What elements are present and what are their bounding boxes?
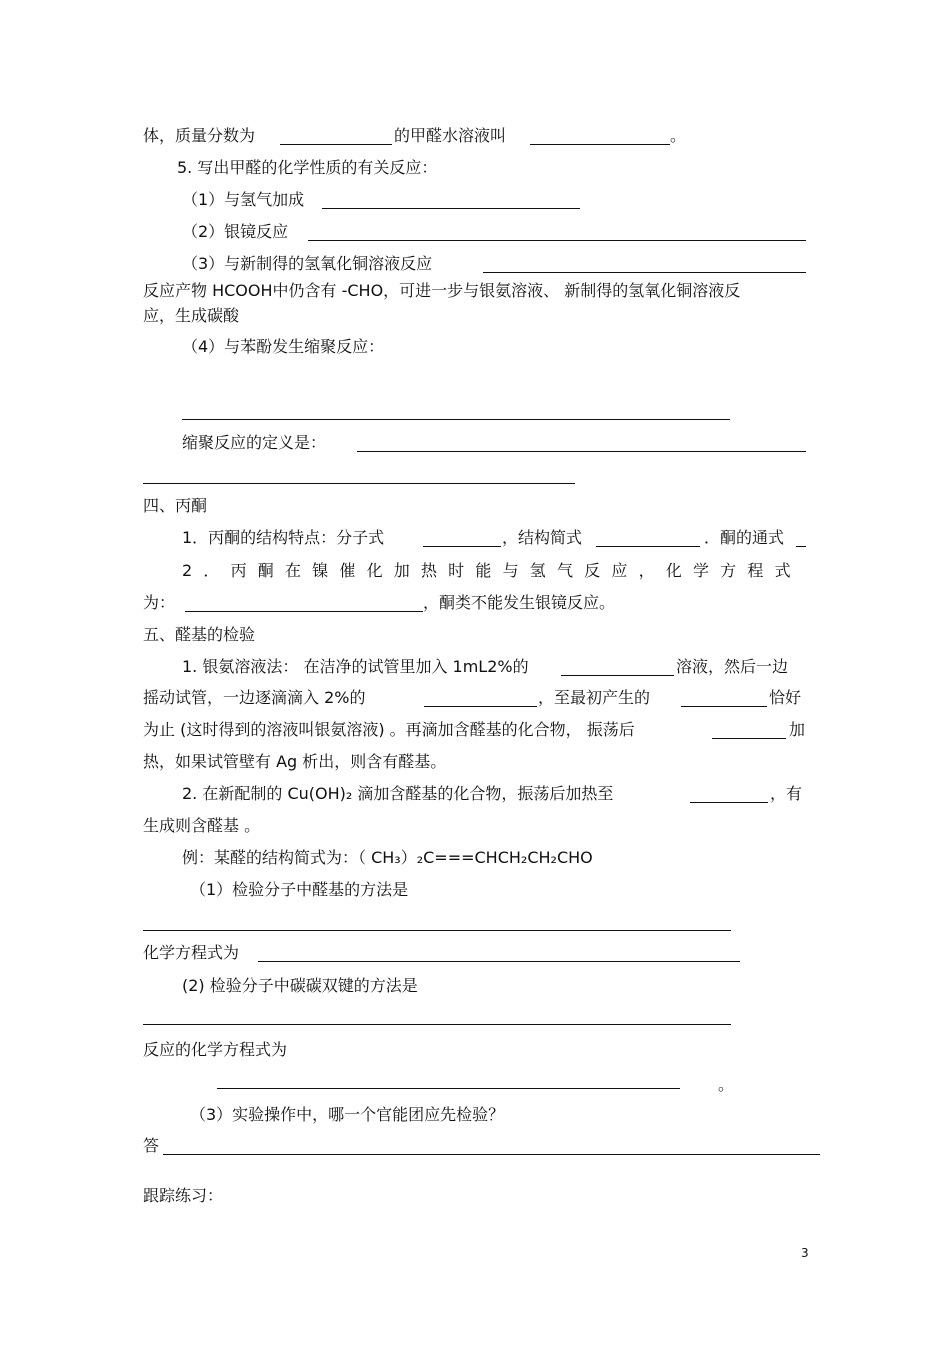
text-line: 2．丙酮在镍催化加热时能与氢气反应，化学方程式 — [182, 561, 802, 580]
text-line: （4）与苯酚发生缩聚反应： — [182, 337, 385, 356]
section-heading: 四、丙酮 — [143, 496, 208, 515]
blank-line[interactable] — [357, 451, 806, 452]
blank-line[interactable] — [185, 611, 423, 612]
text-line: 化学方程式为 — [143, 943, 240, 962]
text-line: ，结构简式 — [502, 528, 583, 547]
blank-line[interactable] — [690, 802, 768, 803]
text-line: 缩聚反应的定义是： — [182, 433, 327, 452]
blank-line[interactable] — [796, 546, 806, 547]
text-line: 恰好 — [769, 688, 802, 707]
text-line: （1）与氢气加成 — [182, 190, 305, 209]
text-line: ．酮的通式 — [704, 528, 785, 547]
text-line: ，酮类不能发生银镜反应。 — [423, 593, 616, 612]
text-line: 热，如果试管壁有 Ag 析出，则含有醛基。 — [143, 752, 447, 771]
blank-line[interactable] — [712, 738, 786, 739]
blank-line[interactable] — [143, 483, 575, 484]
text-line: （3）与新制得的氢氧化铜溶液反应 — [182, 254, 433, 273]
text-line: 例：某醛的结构简式为：（ CH₃）₂C===CHCH₂CH₂CHO — [182, 848, 593, 867]
text-line: 1．丙酮的结构特点：分子式 — [182, 528, 385, 547]
text-line: 的甲醛水溶液叫 — [394, 126, 507, 145]
page-number: 3 — [801, 1246, 809, 1260]
text-line: （3）实验操作中，哪一个官能团应先检验？ — [190, 1105, 505, 1124]
blank-line[interactable] — [143, 1024, 731, 1025]
blank-line[interactable] — [561, 675, 674, 676]
text-line: 为止 (这时得到的溶液叫银氨溶液) 。再滴加含醛基的化合物， 振荡后 — [143, 720, 635, 739]
text-line: 跟踪练习： — [143, 1186, 224, 1205]
text-line: 反应产物 HCOOH中仍含有 -CHO，可进一步与银氨溶液、 新制得的氢氧化铜溶液反 — [143, 281, 741, 300]
text-line: （2）银镜反应 — [182, 222, 289, 241]
text-line: 加 — [789, 720, 806, 739]
blank-line[interactable] — [308, 240, 806, 241]
text-line: 反应的化学方程式为 — [143, 1040, 288, 1059]
text-line: 。 — [670, 126, 687, 145]
blank-line[interactable] — [182, 419, 730, 420]
text-line: 1. 银氨溶液法： 在洁净的试管里加入 1mL2%的 — [182, 657, 529, 676]
text-line: 为： — [143, 593, 176, 612]
blank-line[interactable] — [424, 706, 537, 707]
text-line: (2) 检验分子中碳碳双键的方法是 — [182, 976, 418, 995]
text-line: 体，质量分数为 — [143, 126, 256, 145]
text-line: 摇动试管，一边逐滴滴入 2%的 — [143, 688, 366, 707]
blank-line[interactable] — [596, 546, 700, 547]
blank-line[interactable] — [681, 706, 767, 707]
blank-line[interactable] — [423, 546, 501, 547]
blank-line[interactable] — [163, 1154, 820, 1155]
text-line: 溶液，然后一边 — [676, 657, 789, 676]
text-line: 生成则含醛基 。 — [143, 816, 261, 835]
text-line: 答 — [143, 1136, 160, 1155]
blank-line[interactable] — [143, 930, 731, 931]
blank-line[interactable] — [258, 961, 740, 962]
text-line: ，至最初产生的 — [538, 688, 651, 707]
blank-line[interactable] — [322, 208, 580, 209]
section-heading: 五、醛基的检验 — [143, 625, 256, 644]
blank-line[interactable] — [483, 272, 806, 273]
blank-line[interactable] — [280, 144, 392, 145]
blank-line[interactable] — [217, 1088, 680, 1089]
text-line: ，有 — [770, 784, 803, 803]
text-line: 2. 在新配制的 Cu(OH)₂ 滴加含醛基的化合物，振荡后加热至 — [182, 784, 614, 803]
text-line: 应，生成碳酸 — [143, 306, 240, 325]
text-line: 。 — [718, 1075, 735, 1094]
text-line: （1）检验分子中醛基的方法是 — [190, 880, 409, 899]
blank-line[interactable] — [530, 144, 670, 145]
text-line: 5. 写出甲醛的化学性质的有关反应： — [177, 158, 438, 177]
